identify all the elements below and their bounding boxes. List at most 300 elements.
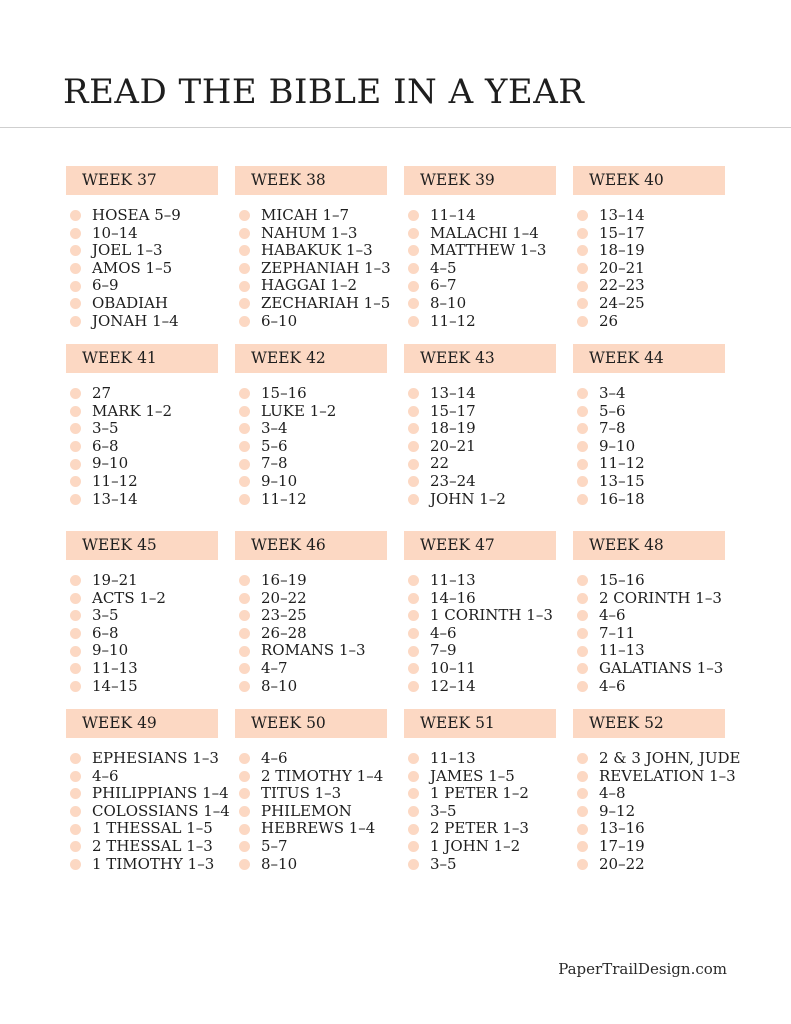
checkbox-circle-icon[interactable] — [70, 298, 81, 309]
checkbox-circle-icon[interactable] — [408, 263, 419, 274]
checkbox-circle-icon[interactable] — [577, 406, 588, 417]
checkbox-circle-icon[interactable] — [70, 228, 81, 239]
reading-item — [573, 590, 738, 608]
checkbox-circle-icon[interactable] — [408, 824, 419, 835]
reading-item — [404, 572, 569, 590]
checkbox-circle-icon[interactable] — [239, 210, 250, 221]
checkbox-circle-icon[interactable] — [70, 263, 81, 274]
reading-item — [66, 803, 231, 821]
checkbox-circle-icon[interactable] — [239, 245, 250, 256]
reading-label: 14–16 — [430, 588, 476, 607]
reading-item — [573, 438, 738, 456]
week-header: WEEK 43 — [404, 344, 556, 373]
checkbox-circle-icon[interactable] — [70, 494, 81, 505]
reading-label: 20–22 — [599, 854, 645, 873]
checkbox-circle-icon[interactable] — [239, 298, 250, 309]
reading-label: JAMES 1–5 — [430, 766, 515, 785]
week-header: WEEK 49 — [66, 709, 218, 738]
reading-item — [66, 750, 231, 768]
checkbox-circle-icon[interactable] — [577, 681, 588, 692]
reading-item — [66, 642, 231, 660]
reading-item — [573, 785, 738, 803]
checkbox-circle-icon[interactable] — [408, 859, 419, 870]
reading-item — [66, 838, 231, 856]
reading-label: 26–28 — [261, 623, 307, 642]
checkbox-circle-icon[interactable] — [577, 753, 588, 764]
reading-item — [66, 277, 231, 295]
checkbox-circle-icon[interactable] — [70, 824, 81, 835]
reading-item — [404, 678, 569, 696]
reading-item — [573, 660, 738, 678]
reading-item — [235, 295, 400, 313]
reading-item — [573, 749, 741, 768]
reading-label: 10–14 — [92, 223, 138, 242]
checkbox-circle-icon[interactable] — [577, 575, 588, 586]
checkbox-circle-icon[interactable] — [408, 646, 419, 657]
reading-label: ZEPHANIAH 1–3 — [261, 258, 391, 277]
reading-item — [235, 803, 400, 821]
week-header: WEEK 37 — [66, 166, 218, 195]
reading-label: 11–14 — [430, 206, 476, 224]
checkbox-circle-icon[interactable] — [408, 388, 419, 399]
checkbox-circle-icon[interactable] — [70, 806, 81, 817]
reading-item — [573, 607, 738, 625]
checkbox-circle-icon[interactable] — [239, 459, 250, 470]
reading-label: 9–10 — [261, 471, 298, 490]
checkbox-circle-icon[interactable] — [577, 281, 588, 292]
checkbox-circle-icon[interactable] — [70, 859, 81, 870]
reading-label: 11–12 — [261, 489, 307, 508]
checkbox-circle-icon[interactable] — [239, 628, 250, 639]
reading-item — [573, 838, 738, 856]
checkbox-circle-icon[interactable] — [408, 298, 419, 309]
reading-label: 3–5 — [430, 854, 457, 873]
week-block — [235, 709, 400, 873]
checkbox-circle-icon[interactable] — [70, 423, 81, 434]
checkbox-circle-icon[interactable] — [577, 628, 588, 639]
checkbox-circle-icon[interactable] — [408, 628, 419, 639]
checkbox-circle-icon[interactable] — [408, 423, 419, 434]
reading-item — [235, 225, 400, 243]
reading-label: 5–6 — [599, 401, 626, 420]
reading-label: REVELATION 1–3 — [599, 766, 736, 785]
checkbox-circle-icon[interactable] — [239, 494, 250, 505]
reading-list — [66, 750, 231, 873]
reading-label: 13–14 — [599, 206, 645, 224]
reading-item — [235, 838, 400, 856]
checkbox-circle-icon[interactable] — [239, 841, 250, 852]
reading-item — [404, 295, 569, 313]
checkbox-circle-icon[interactable] — [239, 593, 250, 604]
reading-label: HABAKUK 1–3 — [261, 241, 373, 260]
reading-label: 3–5 — [92, 606, 119, 625]
reading-label: 11–12 — [599, 454, 645, 473]
reading-label: 16–19 — [261, 571, 307, 589]
checkbox-circle-icon[interactable] — [408, 788, 419, 799]
reading-label: JOHN 1–2 — [430, 489, 506, 508]
reading-label: 7–8 — [261, 454, 288, 473]
reading-label: 9–10 — [92, 641, 129, 660]
checkbox-circle-icon[interactable] — [408, 459, 419, 470]
checkbox-circle-icon[interactable] — [408, 406, 419, 417]
checkbox-circle-icon[interactable] — [408, 210, 419, 221]
reading-item — [573, 225, 738, 243]
week-header: WEEK 38 — [235, 166, 387, 195]
checkbox-circle-icon[interactable] — [577, 788, 588, 799]
reading-label: 4–5 — [430, 258, 457, 277]
reading-item — [235, 277, 400, 295]
reading-label: 2 TIMOTHY 1–4 — [261, 766, 384, 785]
reading-item — [404, 420, 569, 438]
checkbox-circle-icon[interactable] — [577, 388, 588, 399]
reading-label: 8–10 — [261, 854, 298, 873]
reading-label: OBADIAH — [92, 293, 169, 312]
checkbox-circle-icon[interactable] — [70, 753, 81, 764]
checkbox-circle-icon[interactable] — [577, 593, 588, 604]
reading-label: 16–18 — [599, 489, 645, 508]
reading-item — [66, 242, 231, 260]
checkbox-circle-icon[interactable] — [577, 245, 588, 256]
reading-item — [66, 856, 231, 874]
reading-item — [235, 420, 400, 438]
reading-item — [66, 438, 231, 456]
checkbox-circle-icon[interactable] — [70, 316, 81, 327]
reading-item — [66, 473, 231, 491]
reading-label: PHILEMON — [261, 801, 352, 820]
reading-item — [573, 820, 738, 838]
checkbox-circle-icon[interactable] — [577, 859, 588, 870]
reading-label: MATTHEW 1–3 — [430, 241, 547, 260]
reading-item — [235, 642, 400, 660]
reading-label: 8–10 — [430, 293, 467, 312]
checkbox-circle-icon[interactable] — [408, 228, 419, 239]
checkbox-circle-icon[interactable] — [70, 681, 81, 692]
checkbox-circle-icon[interactable] — [70, 788, 81, 799]
reading-list — [573, 572, 738, 695]
checkbox-circle-icon[interactable] — [239, 388, 250, 399]
checkbox-circle-icon[interactable] — [408, 575, 419, 586]
reading-label: 8–10 — [261, 676, 298, 695]
checkbox-circle-icon[interactable] — [577, 806, 588, 817]
checkbox-circle-icon[interactable] — [408, 593, 419, 604]
reading-label: 2 PETER 1–3 — [430, 819, 529, 838]
reading-list — [404, 385, 569, 508]
reading-label: PHILIPPIANS 1–4 — [92, 784, 229, 803]
reading-item — [235, 455, 400, 473]
reading-list — [573, 385, 738, 508]
reading-label: 14–15 — [92, 676, 138, 695]
reading-item — [573, 473, 738, 491]
reading-item — [404, 313, 569, 331]
reading-label: 2 THESSAL 1–3 — [92, 836, 213, 855]
week-header: WEEK 42 — [235, 344, 387, 373]
reading-item — [404, 403, 569, 421]
checkbox-circle-icon[interactable] — [577, 663, 588, 674]
week-header: WEEK 47 — [404, 531, 556, 560]
reading-label: 9–10 — [599, 436, 636, 455]
reading-item — [404, 491, 569, 509]
reading-item — [404, 768, 569, 786]
reading-item — [573, 313, 738, 331]
reading-item — [573, 295, 738, 313]
week-block — [235, 166, 400, 330]
reading-label: 7–9 — [430, 641, 457, 660]
reading-label: 9–10 — [92, 454, 129, 473]
reading-label: 13–16 — [599, 819, 645, 838]
week-block — [573, 531, 738, 695]
reading-item — [66, 207, 231, 225]
week-block — [66, 166, 231, 330]
reading-item — [404, 625, 569, 643]
reading-item — [404, 277, 569, 295]
reading-item — [66, 678, 231, 696]
reading-label: 20–22 — [261, 588, 307, 607]
reading-item — [235, 768, 400, 786]
reading-item — [235, 385, 400, 403]
reading-item — [66, 607, 231, 625]
checkbox-circle-icon[interactable] — [408, 771, 419, 782]
reading-item — [573, 803, 738, 821]
reading-item — [235, 207, 400, 225]
reading-label: 15–16 — [261, 384, 307, 402]
reading-label: 18–19 — [430, 419, 476, 438]
reading-label: 13–14 — [92, 489, 138, 508]
reading-label: 20–21 — [430, 436, 476, 455]
checkbox-circle-icon[interactable] — [239, 788, 250, 799]
checkbox-circle-icon[interactable] — [239, 681, 250, 692]
week-header: WEEK 51 — [404, 709, 556, 738]
reading-item — [404, 856, 569, 874]
reading-label: 23–24 — [430, 471, 476, 490]
checkbox-circle-icon[interactable] — [70, 388, 81, 399]
reading-item — [235, 242, 400, 260]
reading-label: 11–12 — [430, 311, 476, 330]
checkbox-circle-icon[interactable] — [408, 681, 419, 692]
week-header: WEEK 44 — [573, 344, 725, 373]
reading-label: 3–5 — [92, 419, 119, 438]
reading-label: 4–8 — [599, 784, 626, 803]
checkbox-circle-icon[interactable] — [239, 441, 250, 452]
checkbox-circle-icon[interactable] — [408, 806, 419, 817]
reading-item — [404, 225, 569, 243]
checkbox-circle-icon[interactable] — [408, 841, 419, 852]
reading-list — [235, 750, 400, 873]
checkbox-circle-icon[interactable] — [239, 806, 250, 817]
checkbox-circle-icon[interactable] — [70, 406, 81, 417]
checkbox-circle-icon[interactable] — [577, 210, 588, 221]
reading-item — [235, 491, 400, 509]
reading-label: 2 CORINTH 1–3 — [599, 588, 722, 607]
checkbox-circle-icon[interactable] — [70, 245, 81, 256]
week-block — [235, 344, 400, 508]
reading-label: 4–6 — [261, 749, 288, 767]
reading-item — [235, 625, 400, 643]
checkbox-circle-icon[interactable] — [70, 610, 81, 621]
reading-label: 4–6 — [599, 676, 626, 695]
reading-item — [573, 242, 738, 260]
reading-item — [404, 660, 569, 678]
checkbox-circle-icon[interactable] — [408, 441, 419, 452]
checkbox-circle-icon[interactable] — [408, 753, 419, 764]
checkbox-circle-icon[interactable] — [239, 263, 250, 274]
reading-label: 1 JOHN 1–2 — [430, 836, 521, 855]
checkbox-circle-icon[interactable] — [70, 628, 81, 639]
checkbox-circle-icon[interactable] — [408, 245, 419, 256]
reading-item — [573, 403, 738, 421]
reading-label: 13–14 — [430, 384, 476, 402]
checkbox-circle-icon[interactable] — [239, 316, 250, 327]
checkbox-circle-icon[interactable] — [408, 281, 419, 292]
checkbox-circle-icon[interactable] — [70, 575, 81, 586]
reading-label: 13–15 — [599, 471, 645, 490]
checkbox-circle-icon[interactable] — [577, 646, 588, 657]
reading-item — [235, 313, 400, 331]
checkbox-circle-icon[interactable] — [70, 476, 81, 487]
checkbox-circle-icon[interactable] — [70, 210, 81, 221]
reading-item — [235, 473, 400, 491]
reading-label: ROMANS 1–3 — [261, 641, 366, 660]
reading-list — [235, 385, 400, 508]
reading-item — [235, 572, 400, 590]
checkbox-circle-icon[interactable] — [577, 316, 588, 327]
reading-label: 7–8 — [599, 419, 626, 438]
reading-item — [66, 455, 231, 473]
reading-list — [404, 207, 569, 330]
checkbox-circle-icon[interactable] — [239, 575, 250, 586]
checkbox-circle-icon[interactable] — [239, 423, 250, 434]
checkbox-circle-icon[interactable] — [577, 476, 588, 487]
reading-item — [235, 750, 400, 768]
checkbox-circle-icon[interactable] — [239, 753, 250, 764]
reading-item — [573, 491, 738, 509]
checkbox-circle-icon[interactable] — [577, 494, 588, 505]
reading-label: 4–6 — [599, 606, 626, 625]
reading-label: 4–6 — [430, 623, 457, 642]
checkbox-circle-icon[interactable] — [70, 441, 81, 452]
reading-label: 15–17 — [599, 223, 645, 242]
reading-item — [66, 768, 231, 786]
checkbox-circle-icon[interactable] — [239, 824, 250, 835]
checkbox-circle-icon[interactable] — [70, 459, 81, 470]
reading-item — [404, 242, 569, 260]
reading-list — [404, 572, 569, 695]
reading-item — [404, 260, 569, 278]
checkbox-circle-icon[interactable] — [70, 646, 81, 657]
checkbox-circle-icon[interactable] — [577, 263, 588, 274]
reading-label: 6–8 — [92, 436, 119, 455]
checkbox-circle-icon[interactable] — [239, 610, 250, 621]
checkbox-circle-icon[interactable] — [577, 824, 588, 835]
week-block — [404, 709, 569, 873]
reading-label: AMOS 1–5 — [92, 258, 173, 277]
reading-label: 11–13 — [599, 641, 645, 660]
reading-item — [404, 207, 569, 225]
reading-label: 11–13 — [430, 749, 476, 767]
reading-item — [573, 625, 738, 643]
reading-item — [235, 820, 400, 838]
reading-item — [573, 678, 738, 696]
reading-label: MICAH 1–7 — [261, 206, 350, 224]
checkbox-circle-icon[interactable] — [408, 610, 419, 621]
reading-list — [66, 572, 231, 695]
checkbox-circle-icon[interactable] — [577, 441, 588, 452]
week-header: WEEK 39 — [404, 166, 556, 195]
checkbox-circle-icon[interactable] — [239, 646, 250, 657]
checkbox-circle-icon[interactable] — [239, 476, 250, 487]
checkbox-circle-icon[interactable] — [239, 228, 250, 239]
reading-item — [66, 420, 231, 438]
week-block — [573, 166, 738, 330]
reading-label: 17–19 — [599, 836, 645, 855]
reading-item — [573, 642, 738, 660]
checkbox-circle-icon[interactable] — [577, 298, 588, 309]
reading-item — [66, 491, 231, 509]
checkbox-circle-icon[interactable] — [577, 459, 588, 470]
reading-label: 26 — [599, 311, 619, 330]
checkbox-circle-icon[interactable] — [577, 423, 588, 434]
reading-label: TITUS 1–3 — [261, 784, 342, 803]
reading-item — [404, 385, 569, 403]
reading-item — [404, 785, 569, 803]
reading-item — [573, 260, 738, 278]
checkbox-circle-icon[interactable] — [239, 281, 250, 292]
checkbox-circle-icon[interactable] — [239, 859, 250, 870]
checkbox-circle-icon[interactable] — [408, 476, 419, 487]
reading-item — [404, 642, 569, 660]
checkbox-circle-icon[interactable] — [70, 663, 81, 674]
week-block — [573, 344, 738, 508]
reading-item — [404, 607, 569, 625]
reading-label: JONAH 1–4 — [92, 311, 179, 330]
reading-item — [573, 385, 738, 403]
reading-label: 11–13 — [92, 658, 138, 677]
title-divider — [0, 127, 791, 128]
week-header: WEEK 41 — [66, 344, 218, 373]
reading-label: 18–19 — [599, 241, 645, 260]
checkbox-circle-icon[interactable] — [408, 494, 419, 505]
site-credit: PaperTrailDesign.com — [558, 960, 727, 978]
reading-label: EPHESIANS 1–3 — [92, 749, 219, 767]
reading-label: HAGGAI 1–2 — [261, 276, 357, 295]
checkbox-circle-icon[interactable] — [70, 771, 81, 782]
checkbox-circle-icon[interactable] — [577, 841, 588, 852]
reading-item — [235, 678, 400, 696]
reading-label: 6–10 — [261, 311, 298, 330]
checkbox-circle-icon[interactable] — [408, 663, 419, 674]
reading-list — [573, 749, 741, 873]
reading-label: 22–23 — [599, 276, 645, 295]
reading-item — [235, 856, 400, 874]
checkbox-circle-icon[interactable] — [577, 228, 588, 239]
reading-label: 4–7 — [261, 658, 288, 677]
checkbox-circle-icon[interactable] — [239, 771, 250, 782]
reading-label: 5–7 — [261, 836, 288, 855]
checkbox-circle-icon[interactable] — [239, 406, 250, 417]
checkbox-circle-icon[interactable] — [408, 316, 419, 327]
reading-item — [573, 455, 738, 473]
reading-item — [404, 590, 569, 608]
checkbox-circle-icon[interactable] — [577, 610, 588, 621]
reading-label: 10–11 — [430, 658, 476, 677]
checkbox-circle-icon[interactable] — [70, 841, 81, 852]
page-title: READ THE BIBLE IN A YEAR — [63, 72, 585, 112]
checkbox-circle-icon[interactable] — [70, 593, 81, 604]
reading-label: 24–25 — [599, 293, 645, 312]
reading-label: NAHUM 1–3 — [261, 223, 358, 242]
checkbox-circle-icon[interactable] — [70, 281, 81, 292]
checkbox-circle-icon[interactable] — [239, 663, 250, 674]
checkbox-circle-icon[interactable] — [577, 771, 588, 782]
